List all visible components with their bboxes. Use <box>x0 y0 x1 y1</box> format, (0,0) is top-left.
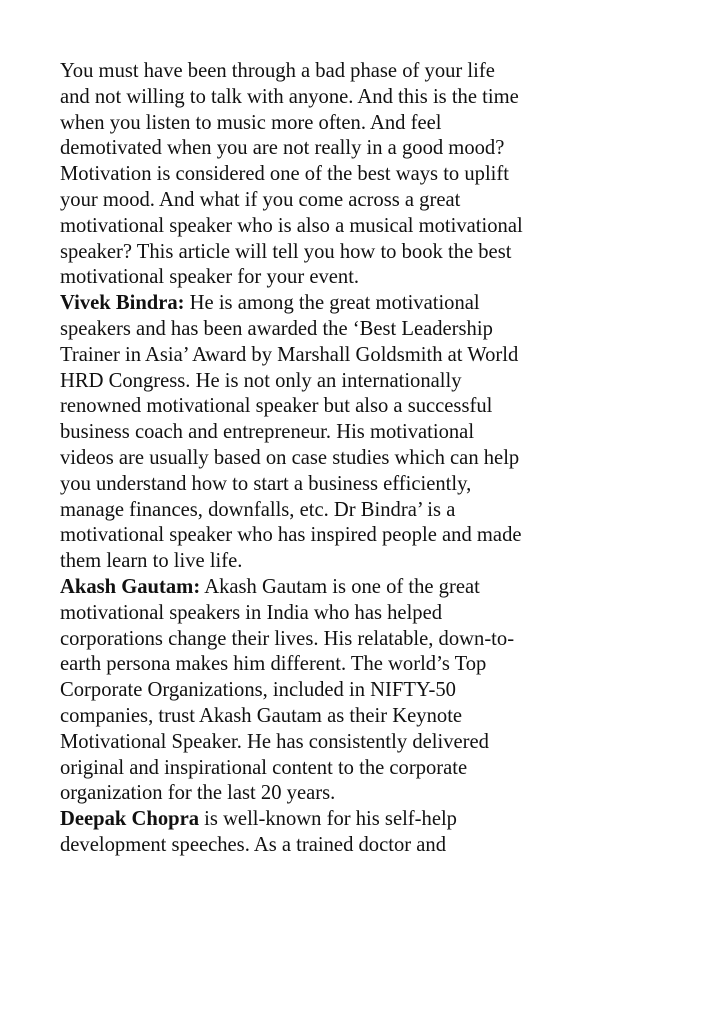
speaker-name: Vivek Bindra: <box>60 292 185 315</box>
speaker-name: Akash Gautam: <box>60 575 201 598</box>
speaker-paragraph-vivek-bindra <box>60 291 570 575</box>
speaker-description: He is among the great motivational speakers and has been awarded the ‘Best Leadership Trainer in Asia’ Award by Marshall Goldsmith at World HRD Congress. He is not only an internationally renowned motivational speaker but also a successful business coach and entrepreneur. His motivational videos are usually based on case studies which can help you understand how to start a business efficiently, manage finances, downfalls, etc. Dr Bindra’ is a motivational speaker who has inspired people and made them learn to live life. <box>60 292 522 573</box>
speaker-paragraph-deepak-chopra <box>60 807 570 859</box>
speaker-description: is well-known for his self-help development speeches. As a trained doctor and <box>60 808 457 856</box>
intro-paragraph: You must have been through a bad phase of your life and not willing to talk with anyone. And this is the time when you listen to music more often. And feel demotivated when you are not really in a good mood? Motivation is considered one of the best ways to uplift your mood. And what if you come across a great motivational speaker who is also a musical motivational speaker? This article will tell you how to book the best motivational speaker for your event. <box>60 60 523 289</box>
speaker-name: Deepak Chopra <box>60 808 200 831</box>
document-page <box>60 59 570 859</box>
speaker-description: Akash Gautam is one of the great motivational speakers in India who has helped corporations change their lives. His relatable, down-to- earth persona makes him different. The world’s Top Corporate Organizations, included in NIFTY-50 companies, trust Akash Gautam as their Keynote Motivational Speaker. He has consistently delivered original and inspirational content to the corporate organization for the last 20 years. <box>60 575 515 805</box>
speaker-paragraph-akash-gautam <box>60 575 570 807</box>
